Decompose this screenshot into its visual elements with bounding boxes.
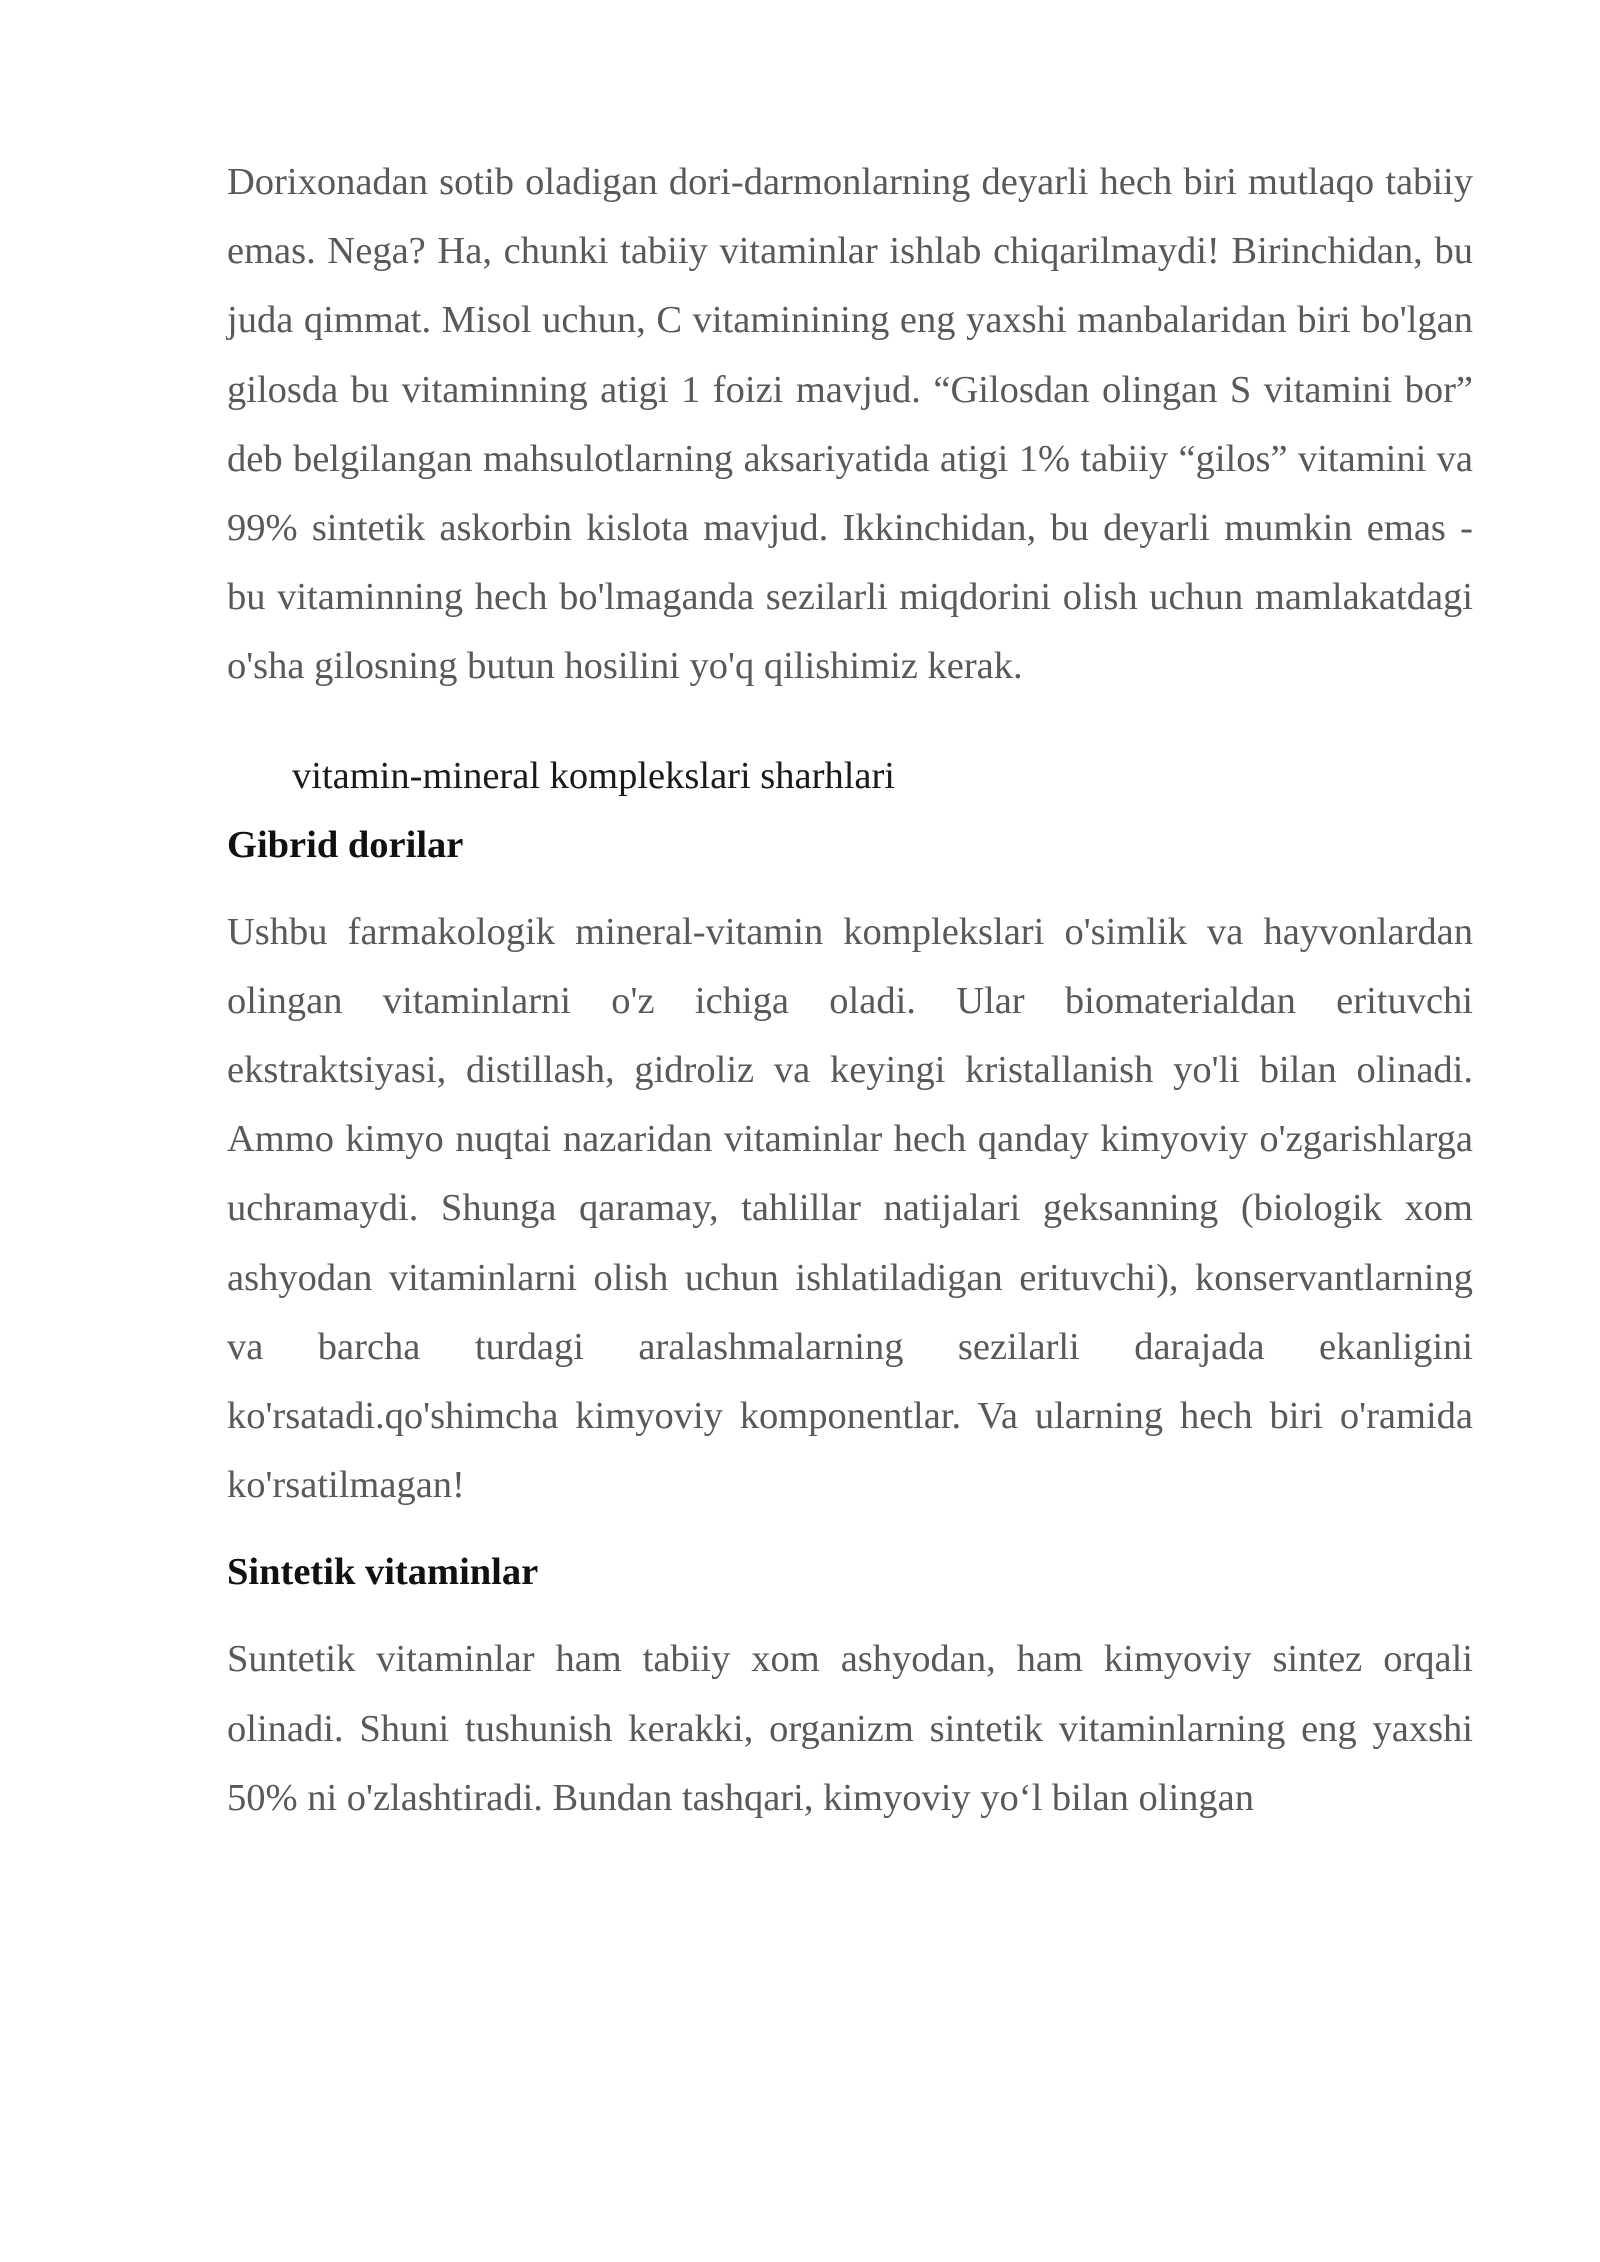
document-page <box>227 148 1473 1833</box>
heading-synthetic-vitamins: Sintetik vitaminlar <box>227 1551 539 1594</box>
paragraph-hybrid-drugs: Ushbu farmakologik mineral-vitamin komplekslari o'simlik va hayvonlardan olingan vitaminlarni o'z ichiga oladi. Ular biomaterialdan erituvchi ekstraktsiyasi, distillash, gidroliz va keyingi kristallanish yo'li bilan olinadi. Ammo kimyo nuqtai nazaridan vitaminlar hech qanday kimyoviy o'zgarishlarga uchramaydi. Shunga qaramay, tahlillar natijalari geksanning (biologik xom ashyodan vitaminlarni olish uchun ishlatiladigan erituvchi), konservantlarning va barcha turdagi aralashmalarning sezilarli darajada ekanligini ko'rsatadi.qo'shimcha kimyoviy komponentlar. Va ularning hech biri o'ramida ko'rsatilmagan! <box>227 910 1473 1507</box>
paragraph-natural-vitamins: Dorixonadan sotib oladigan dori-darmonlarning deyarli hech biri mutlaqo tabiiy emas. Nega? Ha, chunki tabiiy vitaminlar ishlab chiqarilmaydi! Birinchidan, bu juda qimmat. Misol uchun, C vitaminining eng yaxshi manbalaridan biri bo'lgan gilosda bu vitaminning atigi 1 foizi mavjud. “Gilosdan olingan S vitamini bor” deb belgilangan mahsulotlarning aksariyatida atigi 1% tabiiy “gilos” vitamini va 99% sintetik askorbin kislota mavjud. Ikkinchidan, bu deyarli mumkin emas - bu vitaminning hech bo'lmaganda sezilarli miqdorini olish uchun mamlakatdagi o'sha gilosning butun hosilini yo'q qilishimiz kerak. <box>227 161 1473 688</box>
heading-hybrid-drugs: Gibrid dorilar <box>227 823 464 866</box>
subtitle-reviews: vitamin-mineral komplekslari sharhlari <box>292 754 895 797</box>
paragraph-synthetic-vitamins: Suntetik vitaminlar ham tabiiy xom ashyodan, ham kimyoviy sintez orqali olinadi. Shuni tushunish kerakki, organizm sintetik vitaminlarning eng yaxshi 50% ni o'zlashtiradi. Bundan tashqari, kimyoviy yo‘l bilan olingan <box>227 1638 1473 1819</box>
